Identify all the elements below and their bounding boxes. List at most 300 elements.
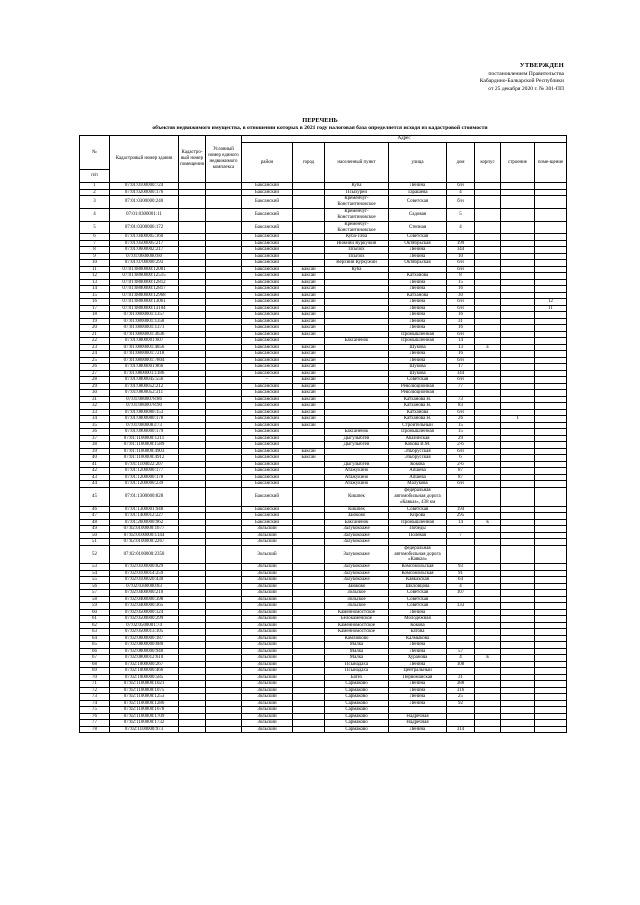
cell-room [535,221,567,234]
cell-house: б/н [447,377,475,384]
cell-cadastral-building: 07:01:0800001:607 [110,338,179,345]
cell-num: 78 [80,726,110,733]
cell-district: Зольский [242,526,293,533]
cell-settlement: Зольское [325,590,389,597]
cell-district: Баксанский [242,390,293,397]
cell-settlement: Залукокоаже [325,539,389,546]
cell-num: 39 [80,448,110,455]
cell-building [475,221,501,234]
cell-settlement: Псынадаха [325,661,389,668]
cell-cadastral-building: 07:01:0300000:240 [110,196,179,209]
cell-cadastral-building: 07:02:0100000:1677 [110,526,179,533]
cell-cadastral-building: 07:02:1000000:585 [110,674,179,681]
cell-district: Зольский [242,681,293,688]
cell-cadastral-building: 07:02:0800000:680 [110,642,179,649]
cell-num: 66 [80,648,110,655]
cell-settlement: Кишпек [325,487,389,506]
cell-district: Зольский [242,674,293,681]
cell-cadastral-building: 07:02:0500000:299 [110,616,179,623]
cell-district: Зольский [242,616,293,623]
cell-settlement: Малка [325,648,389,655]
cell-building [475,726,501,733]
cell-street: Кирова [389,513,447,520]
document-subtitle: объектов недвижимого имущества, в отношении которых в 2021 году налоговая база определяется исходя из кадастровой стоимости [152,125,488,131]
cell-cadastral-building: 07:01:0800001:1371 [110,325,179,332]
cell-street: Эльбрусская [389,455,447,462]
cell-building: в [475,655,501,662]
cell-num: 31 [80,396,110,403]
cell-district: Зольский [242,577,293,584]
cell-city: Баксан [293,364,325,371]
cell-conditional-number [206,487,242,506]
cell-cadastral-building: 07:02:0400000:365 [110,603,179,610]
cell-house: 16 [447,351,475,358]
cell-num: 71 [80,681,110,688]
cell-cadastral-building: 07:01:0800000:12515 [110,273,179,280]
cell-street: Батова [389,629,447,636]
cell-house: 15 [447,429,475,436]
cell-num: 36 [80,429,110,436]
cell-district: Баксанский [242,429,293,436]
cell-street: Малукова [389,481,447,488]
cell-street: Надречная [389,720,447,727]
cell-district: Баксанский [242,189,293,196]
cell-cadastral-building: 07:01:0800000:13061 [110,299,179,306]
cell-num: 18 [80,312,110,319]
cell-house: 194 [447,506,475,513]
cell-street: Катханова Н. [389,396,447,403]
cell-num: 29 [80,383,110,390]
header-settlement: населенный пункт [325,142,389,182]
header-street: улица [389,142,447,182]
cell-district: Баксанский [242,357,293,364]
cell-structure [501,221,535,234]
cell-house: 5 [447,208,475,221]
cell-num: 72 [80,687,110,694]
cell-cadastral-building: 07:02:0800000:940 [110,648,179,655]
cell-district: Баксанский [242,253,293,260]
cell-street: Революционная [389,390,447,397]
cell-city: Баксан [293,273,325,280]
cell-num: 14 [80,286,110,293]
cell-cadastral-building: 07:01:1200000:177 [110,468,179,475]
approval-line-3: от 25 декабря 2020 г. № 301-ПП [488,85,564,92]
cell-num: 73 [80,694,110,701]
cell-cadastral-building: 07:01:0800078:86 [110,396,179,403]
cell-settlement: Псыхурей [325,189,389,196]
cell-num: 25 [80,357,110,364]
cell-district: Зольский [242,700,293,707]
cell-district: Баксанский [242,442,293,449]
cell-room [535,545,567,564]
cell-num: 34 [80,416,110,423]
cell-house: 64 [447,577,475,584]
cell-num: 64 [80,635,110,642]
cell-street: Промышленная [389,338,447,345]
cell-city [293,196,325,209]
cell-num: 7 [80,240,110,247]
cell-cadastral-building: 07:01:0800001:4856 [110,344,179,351]
cell-cadastral-building: 07:01:0800083:73 [110,422,179,429]
cell-street: Комсомольская [389,564,447,571]
cell-street: Калмыкова [389,635,447,642]
cell-house: б/н [447,299,475,306]
cell-street: Ленина [389,694,447,701]
cell-num: 55 [80,577,110,584]
cell-district: Зольский [242,545,293,564]
cell-cadastral-room [179,208,206,221]
cell-room: 12 [535,299,567,306]
cell-district: Баксанский [242,383,293,390]
header-address: Адрес [242,136,567,143]
cell-street: Советская [389,603,447,610]
cell-city: Баксан [293,344,325,351]
cell-street: Катханова [389,292,447,299]
cell-district: Баксанский [242,299,293,306]
approval-line-2: Кабардино-Балкарской Республики [479,78,564,85]
cell-num: 77 [80,720,110,727]
cell-house: 107 [447,590,475,597]
cell-street: федеральная автомобильная дорога «Кавказ», 438 км [389,487,447,506]
cell-street: Апшева [389,474,447,481]
cell-conditional-number [206,545,242,564]
cell-settlement: Псынадаха [325,668,389,675]
cell-street: Кавказская [389,577,447,584]
cell-settlement: Баксаненок [325,429,389,436]
approval-block [364,62,564,93]
cell-conditional-number [206,208,242,221]
cell-city: Баксан [293,396,325,403]
cell-city: Баксан [293,455,325,462]
cell-cadastral-building: 07:01:1100000:1589 [110,442,179,449]
cell-district: Зольский [242,726,293,733]
cell-city: Баксан [293,390,325,397]
cell-cadastral-building: 07:01:0800001:7804 [110,357,179,364]
cell-room [535,208,567,221]
header-building: корпус [475,142,501,182]
cell-house: 4 [447,189,475,196]
cell-district: Баксанский [242,487,293,506]
cell-street: Катханова Н. [389,416,447,423]
cell-house: 6 [447,455,475,462]
cell-settlement: Заюково [325,513,389,520]
cell-street: Строительный [389,422,447,429]
cell-house: 4 [447,655,475,662]
cell-num: 35 [80,422,110,429]
cell-house: 83 [447,403,475,410]
cell-num: 45 [80,487,110,506]
cell-house: 295 [447,513,475,520]
cell-num: 51 [80,539,110,546]
cell-num: 76 [80,713,110,720]
cell-district: Зольский [242,590,293,597]
cell-house: 93 [447,564,475,571]
cell-settlement: Кременчуг-Константиновское [325,196,389,209]
cell-district: Баксанский [242,208,293,221]
header-city: город [293,142,325,182]
cell-district: Зольский [242,603,293,610]
cell-cadastral-building: 07:01:0800080:153 [110,409,179,416]
cell-building: в [475,519,501,526]
cell-house: б/н [447,409,475,416]
cell-settlement: Атажукино [325,481,389,488]
cell-house: 13 [447,344,475,351]
cell-cadastral-building: 07:01:0300001:11 [110,208,179,221]
cell-city [293,487,325,506]
cell-cadastral-room [179,545,206,564]
cell-cadastral-building: 07:01:0600002:217 [110,247,179,254]
cell-house [447,487,475,506]
cell-house: 31 [447,674,475,681]
cell-room [535,196,567,209]
header-room: поме-щение [535,142,567,182]
cell-street: Хуранова [389,655,447,662]
cell-city: Баксан [293,403,325,410]
cell-settlement: Сармаково [325,694,389,701]
cell-house: 133 [447,603,475,610]
cell-street: Катханова Н. [389,403,447,410]
cell-district: Баксанский [242,409,293,416]
cell-house: 2-б [447,461,475,468]
cell-cadastral-building: 07:01:0900000:179 [110,429,179,436]
cell-cadastral-building: 07:01:0800000:12817 [110,286,179,293]
cell-city: Баксан [293,357,325,364]
table-row [80,208,567,221]
cell-district: Баксанский [242,370,293,377]
cell-settlement: Каменномостское [325,622,389,629]
cell-settlement: Сармаково [325,687,389,694]
cell-cadastral-building: 07:02:0500001:74 [110,622,179,629]
cell-num: 46 [80,506,110,513]
cell-settlement: Баксаненок [325,519,389,526]
header-cadastral-room: Кадастро-вый номер помещения [179,136,206,183]
cell-district: Зольский [242,687,293,694]
cell-building [475,545,501,564]
cell-num: 33 [80,409,110,416]
cell-num: 6 [80,234,110,241]
cell-cadastral-building: 07:02:1100000:1286 [110,700,179,707]
cell-city: Баксан [293,279,325,286]
header-cadastral-building: Кадастровый номер здания [110,136,179,183]
cell-num: 53 [80,564,110,571]
cell-house: б/н [447,196,475,209]
cell-house: 15 [447,422,475,429]
cell-cadastral-building: 07:01:0800080:178 [110,416,179,423]
cell-district: Баксанский [242,240,293,247]
cell-num: 41 [80,461,110,468]
cell-cadastral-building: 07:01:0700000:293 [110,260,179,267]
cell-building [475,196,501,209]
cell-district: Баксанский [242,305,293,312]
cell-street: Советская [389,596,447,603]
document-title: ПЕРЕЧЕНЬ [302,117,338,124]
cell-num: 47 [80,513,110,520]
cell-city: Баксан [293,305,325,312]
cell-district: Баксанский [242,279,293,286]
cell-settlement: Псычох [325,253,389,260]
cell-num: 20 [80,325,110,332]
cell-street: Шукова [389,364,447,371]
cell-house: 25 [447,694,475,701]
cell-settlement: Зольское [325,596,389,603]
cell-conditional-number [206,726,242,733]
cell-district: Баксанский [242,435,293,442]
cell-house: 73 [447,396,475,403]
cell-city: Баксан [293,299,325,306]
cell-settlement: Сармаково [325,700,389,707]
cell-settlement: Зольское [325,603,389,610]
cell-num: 10 [80,260,110,267]
cell-structure [501,196,535,209]
cell-house: 10 [447,253,475,260]
cell-street: Шукова [389,344,447,351]
header-conditional-number: Условный номер единого недвижимого комплекса [206,136,242,183]
cell-num: 40 [80,455,110,462]
cell-district: Баксанский [242,468,293,475]
cell-street: Промышленная [389,519,447,526]
cell-conditional-number [206,221,242,234]
cell-city: Баксан [293,370,325,377]
cell-district: Зольский [242,609,293,616]
header-structure: строение [501,142,535,182]
cell-cadastral-building: 07:02:1100000:1678 [110,707,179,714]
cell-house: 30 [447,292,475,299]
cell-cadastral-building: 07:01:1100000:4903 [110,448,179,455]
cell-num: 2 [80,189,110,196]
cell-cadastral-building: 07:02:1100000:1732 [110,720,179,727]
cell-street: Катханова [389,273,447,280]
cell-district: Баксанский [242,266,293,273]
cell-district: Зольский [242,635,293,642]
cell-street: Октябрьская [389,260,447,267]
cell-cadastral-building: 07:01:1100000:4912 [110,455,179,462]
cell-cadastral-building: 07:02:0100014:259 [110,570,179,577]
cell-num: 19 [80,318,110,325]
cell-cadastral-room [179,487,206,506]
cell-house: 77 [447,383,475,390]
cell-house: б/н [447,305,475,312]
cell-street: Ленина [389,325,447,332]
cell-settlement: Сармаково [325,681,389,688]
cell-num: 13 [80,279,110,286]
cell-district: Баксанский [242,260,293,267]
cell-cadastral-building: 07:01:1200000:239 [110,481,179,488]
cell-building: а [475,344,501,351]
cell-num: 8 [80,247,110,254]
cell-house: 316 [447,687,475,694]
cell-house: 87 [447,468,475,475]
cell-cadastral-building: 07:02:1100000:973 [110,726,179,733]
header-num-sub: п/п [80,170,110,183]
cell-cadastral-building: 07:02:0300000:83 [110,583,179,590]
cell-num: 48 [80,519,110,526]
cell-settlement: Кременчуг-Константиновское [325,208,389,221]
cell-num: 4 [80,208,110,221]
cell-house: 314 [447,726,475,733]
cell-room [535,726,567,733]
cell-settlement: Батех [325,674,389,681]
cell-building [475,208,501,221]
cell-district: Баксанский [242,403,293,410]
cell-district: Баксанский [242,338,293,345]
cell-cadastral-building: 07:01:1200000:178 [110,474,179,481]
cell-house: 15 [447,279,475,286]
cell-street: Комсомольская [389,570,447,577]
cell-num: 65 [80,642,110,649]
cell-cadastral-building: 07:02:0500013:105 [110,629,179,636]
cell-settlement: Белокаменское [325,616,389,623]
table-row [80,545,567,564]
cell-structure [501,726,535,733]
cell-settlement: Верхний Куркужин [325,260,389,267]
cell-room [535,487,567,506]
cell-district: Баксанский [242,448,293,455]
cell-street: Ленина [389,687,447,694]
cell-cadastral-building: 07:02:1000000:267 [110,661,179,668]
cell-house: б/н [447,448,475,455]
cell-cadastral-room [179,221,206,234]
cell-settlement: Сармаково [325,726,389,733]
cell-settlement: Дыгулыбгей [325,461,389,468]
cell-num: 42 [80,468,110,475]
cell-city: Баксан [293,325,325,332]
approval-line-1: постановлением Правительства [488,70,564,77]
cell-num: 44 [80,481,110,488]
cell-district: Баксанский [242,416,293,423]
cell-street: Ленина [389,351,447,358]
cell-street: Тарашева [389,189,447,196]
cell-cadastral-building: 07:01:0800001:1357 [110,312,179,319]
cell-street: Абазинская [389,435,447,442]
cell-settlement: Кишпек [325,506,389,513]
cell-street: Садовая [389,208,447,221]
cell-district: Зольский [242,596,293,603]
cell-settlement: Атажукино [325,474,389,481]
cell-city: Баксан [293,422,325,429]
cell-street: Ленина [389,661,447,668]
cell-house: 16 [447,312,475,319]
cell-street: Советская [389,506,447,513]
cell-house: б/н [447,260,475,267]
cell-street: Советская [389,196,447,209]
cell-settlement: Кременчуг-Константиновское [325,221,389,234]
cell-house: 2-б [447,442,475,449]
cell-num: 63 [80,629,110,636]
cell-num: 57 [80,590,110,597]
cell-street: Кокова [389,461,447,468]
cell-settlement: Залукокоаже [325,545,389,564]
cell-cadastral-room [179,726,206,733]
cell-house: 92 [447,700,475,707]
cell-city: Баксан [293,351,325,358]
cell-cadastral-building: 07:01:0800045:556 [110,377,179,384]
cell-house: 14 [447,519,475,526]
cell-city: Баксан [293,318,325,325]
cell-district: Баксанский [242,422,293,429]
cell-district: Баксанский [242,325,293,332]
cell-house: 108 [447,661,475,668]
cell-num: 1 [80,183,110,190]
cell-num: 37 [80,435,110,442]
cell-num: 23 [80,344,110,351]
cell-house: 7 [447,532,475,539]
cell-settlement: Заюково [325,583,389,590]
cell-num: 52 [80,545,110,564]
cell-district: Баксанский [242,513,293,520]
cell-settlement: Малка [325,642,389,649]
cell-district: Баксанский [242,286,293,293]
cell-num: 74 [80,700,110,707]
